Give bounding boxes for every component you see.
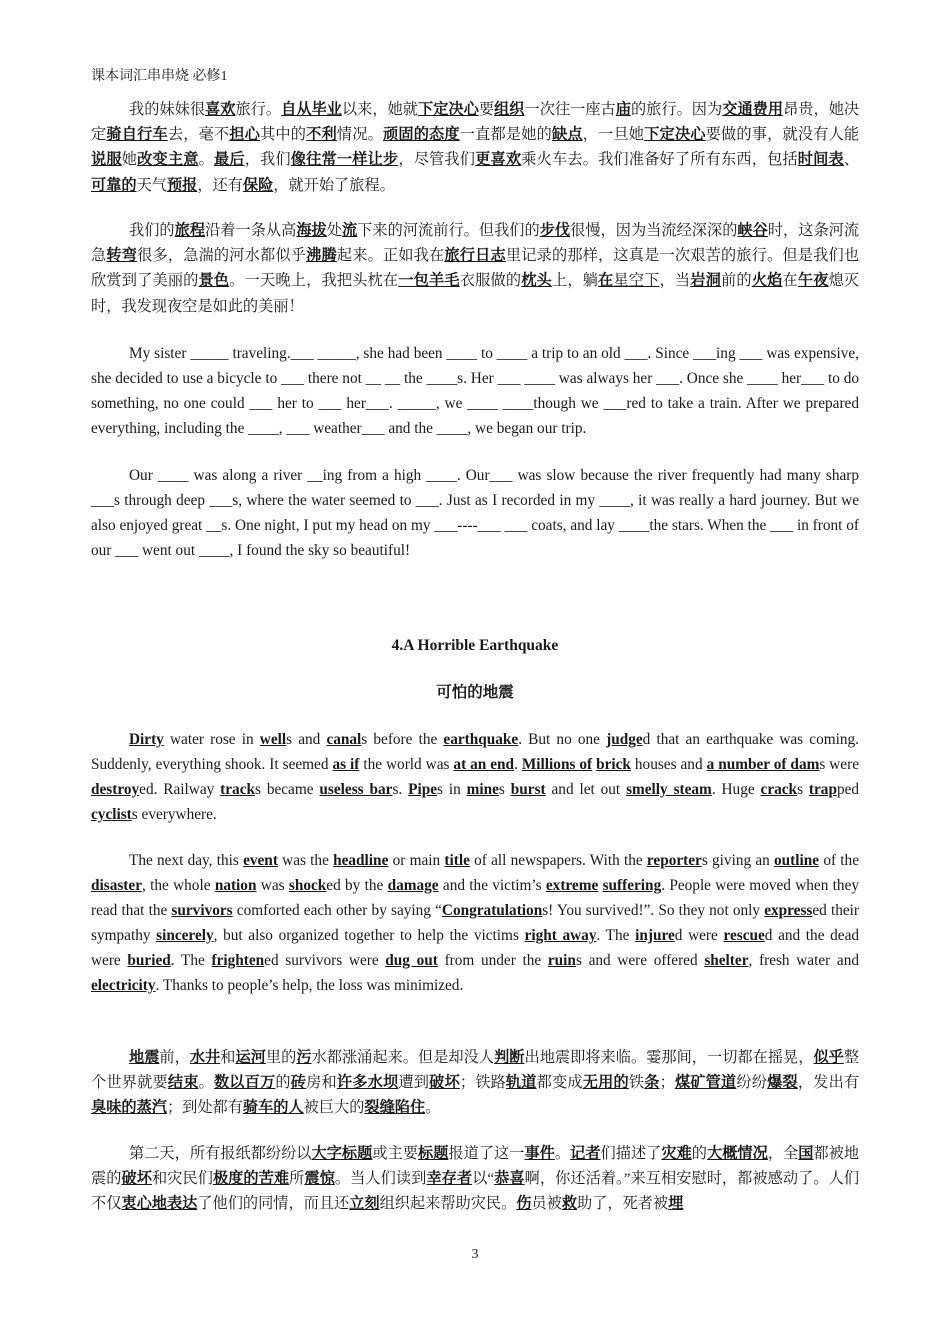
chinese-paragraph-2: 我们的旅程沿着一条从高海拔处流下来的河流前行。但我们的步伐很慢，因为当流经深深的峡谷时，这条河流急转弯很多，急湍的河水都似乎沸腾起来。正如我在旅行日志里记录的那样，这真是一次艰苦的旅行。但是我们也欣赏到了美丽的景色。一天晚上，我把头枕在一包羊毛衣服做的枕头上，躺在星空下，当岩洞前的火焰在午夜熄灭时，我发现夜空是如此的美丽！: [91, 222, 860, 315]
keyword: 伤: [516, 1195, 532, 1213]
keyword: headline: [333, 852, 389, 869]
keyword: 立刻: [349, 1195, 380, 1213]
keyword: 砖: [290, 1074, 307, 1092]
keyword: 衷心地表达: [121, 1195, 198, 1213]
keyword: 旅程: [174, 222, 206, 239]
keyword: canal: [326, 731, 362, 748]
keyword: 时间表: [797, 151, 844, 169]
keyword: a number of dam: [706, 756, 820, 773]
keyword: 交通费用: [722, 101, 784, 118]
keyword: 爆裂: [767, 1074, 798, 1092]
keyword: event: [243, 852, 278, 869]
keyword: 组织: [494, 101, 525, 118]
keyword: 事件: [524, 1145, 555, 1162]
keyword: right away: [524, 927, 597, 944]
keyword: as if: [332, 756, 360, 773]
keyword: Millions of: [521, 756, 593, 773]
keyword: dug out: [385, 952, 438, 969]
keyword: 海拔: [296, 222, 327, 239]
keyword: 大概情况: [707, 1145, 768, 1162]
keyword: 运河: [235, 1049, 266, 1066]
section-title-english: 4.A Horrible Earthquake: [391, 637, 559, 654]
keyword: 流: [341, 222, 358, 239]
keyword: Pipe: [408, 781, 438, 798]
keyword: 转弯: [106, 247, 138, 265]
keyword: 水井: [189, 1049, 221, 1066]
keyword: 最后: [213, 151, 245, 169]
keyword: suffering: [602, 877, 662, 894]
keyword: sincerely: [156, 927, 214, 944]
keyword: reporter: [646, 852, 702, 869]
underlined-phrase: 星空下: [613, 272, 660, 290]
keyword: 改变主意: [137, 151, 199, 169]
keyword: 无用的: [582, 1074, 629, 1092]
keyword: 似乎: [813, 1049, 844, 1066]
keyword: extreme: [545, 877, 599, 894]
keyword: survivors: [171, 902, 233, 919]
keyword: 保险: [242, 176, 274, 194]
keyword: 担心: [229, 126, 261, 144]
keyword: 埋: [668, 1195, 684, 1213]
chinese-paragraph-3: 地震前，水井和运河里的污水都涨涌起来。但是却没人判断出地震即将来临。霎那间，一切都在摇晃，似乎整个世界就要结束。数以百万的砖房和许多水坝遭到破坏；铁路轨道都变成无用的铁条；煤矿管道纷纷爆裂，发出有臭味的蒸汽；到处都有骑车的人被巨大的裂缝陷住。: [91, 1049, 860, 1117]
keyword: 缺点: [551, 126, 583, 144]
keyword: 喜欢: [205, 101, 236, 118]
keyword: 像往常一样让步: [290, 151, 399, 169]
keyword: 在: [598, 272, 614, 290]
keyword: 记者: [570, 1145, 601, 1162]
keyword: 沸腾: [306, 247, 337, 265]
keyword: earthquake: [443, 731, 519, 748]
page-number: 3: [471, 1247, 479, 1262]
keyword: 数以百万: [213, 1074, 276, 1092]
keyword: shock: [288, 877, 327, 894]
keyword: useless bar: [319, 781, 393, 798]
keyword: 峡谷: [737, 222, 768, 239]
keyword: well: [259, 731, 287, 748]
keyword: 顽固的态度: [382, 126, 460, 144]
keyword: 下定决心: [644, 126, 706, 144]
keyword: 景色: [198, 272, 230, 290]
keyword: brick: [596, 756, 631, 773]
keyword: 臭味的蒸汽: [91, 1099, 167, 1117]
keyword: 地震: [129, 1049, 160, 1066]
keyword: 说服: [91, 151, 122, 169]
keyword: cyclist: [91, 806, 132, 823]
keyword: 幸存者: [426, 1170, 473, 1188]
keyword: track: [220, 781, 255, 798]
keyword: 裂缝陷住: [364, 1099, 426, 1117]
keyword: outline: [774, 852, 820, 869]
keyword: 更喜欢: [475, 151, 522, 169]
keyword: burst: [510, 781, 546, 798]
keyword: damage: [387, 877, 439, 894]
keyword: 骑自行车: [106, 126, 168, 144]
keyword: frighten: [211, 952, 265, 969]
keyword: buried: [127, 952, 171, 969]
keyword: title: [444, 852, 470, 869]
keyword: mine: [466, 781, 499, 798]
keyword: 恭喜: [494, 1170, 525, 1188]
keyword: smelly steam: [626, 781, 712, 798]
keyword: 自从毕业: [281, 101, 342, 118]
keyword: disaster: [91, 877, 142, 894]
keyword: 极度的苦难: [212, 1170, 290, 1188]
keyword: 许多水坝: [336, 1074, 399, 1092]
chinese-paragraph-1: 我的妹妹很喜欢旅行。自从毕业以来，她就下定决心要组织一次往一座古庙的旅行。因为交通费用昂贵，她决定骑自行车去，毫不担心其中的不利情况。顽固的态度一直都是她的缺点，一旦她下定决心要做的事，就没有人能说服她改变主意。最后，我们像往常一样让步，尽管我们更喜欢乘火车去。我们准备好了所有东西，包括时间表、可靠的天气预报，还有保险，就开始了旅程。: [91, 101, 860, 194]
keyword: 结束: [167, 1074, 199, 1092]
chinese-paragraph-4: 第二天，所有报纸都纷纷以大字标题或主要标题报道了这一事件。记者们描述了灾难的大概情况，全国都被地震的破坏和灾民们极度的苦难所震惊。当人们读到幸存者以“恭喜啊，你还活着。”来互相安慰时，都被感动了。人们不仅衷心地表达了他们的同情，而且还立刻组织起来帮助灾民。伤员被救助了，死者被埋: [91, 1145, 860, 1213]
keyword: 震惊: [304, 1170, 335, 1188]
keyword: 救: [561, 1195, 577, 1213]
keyword: 大字标题: [311, 1145, 373, 1162]
keyword: 污: [296, 1049, 312, 1066]
keyword: 庙: [615, 101, 631, 118]
keyword: 轨道: [505, 1074, 537, 1092]
keyword: 破坏: [121, 1170, 152, 1188]
keyword: 不利: [306, 126, 337, 144]
keyword: 旅行日志: [444, 247, 506, 265]
keyword: destroy: [91, 781, 140, 798]
keyword: 枕头: [521, 272, 552, 290]
keyword: electricity: [91, 977, 156, 994]
keyword: nation: [214, 877, 257, 894]
keyword: 条: [644, 1074, 660, 1092]
keyword: 判断: [494, 1049, 525, 1066]
english-vocab-paragraph-2: The next day, this event was the headline or main title of all newspapers. With the reporters giving an outline of the disaster, the whole nation was shocked by the damage and the victim’s extreme suffering. People were moved when they read that the survivors comforted each other by saying “Congratulations! You survived!”. So they not only expressed their sympathy sincerely, but also organized together to help the victims right away. The injured were rescued and the dead were buried. The frightened survivors were dug out from under the ruins and were offered shelter, fresh water and electricity. Thanks to people’s help, the loss was minimized.: [91, 852, 860, 994]
keyword: 火焰: [751, 272, 783, 290]
keyword: 下定决心: [418, 101, 479, 118]
running-header: 课本词汇串串烧 必修1: [91, 69, 228, 84]
keyword: 破坏: [429, 1074, 460, 1092]
english-cloze-paragraph-1: My sister _____ traveling.___ _____, she had been ____ to ____ a trip to an old ___. Since ___ing ___ was expensive, she decided to use a bicycle to ___ there not __ __ the ____s. Her ___ ____ was always her ___. Once she ____ her___ to do something, no one could ___ her to ___ her___. _____, we ____ ____though we ___red to take a train. After we prepared everything, including the ____, ___ weather___ and the ____, we began our trip.: [91, 345, 859, 437]
english-cloze-paragraph-2: Our ____ was along a river __ing from a high ____. Our___ was slow because the river frequently had many sharp ___s through deep ___s, where the water seemed to ___. Just as I recorded in my ____, it was really a hard journey. But we also enjoyed great __s. One night, I put my head on my ___----___ ___ coats, and lay ____the stars. When the ___ in front of our ___ went out ____, I found the sky so beautiful!: [91, 467, 859, 559]
keyword: 可靠的: [91, 176, 137, 194]
keyword: 标题: [418, 1145, 449, 1162]
keyword: 煤矿管道: [674, 1074, 737, 1092]
keyword: at an end: [453, 756, 515, 773]
keyword: 预报: [166, 176, 198, 194]
keyword: 灾难: [661, 1145, 692, 1162]
keyword: trap: [808, 781, 837, 798]
keyword: shelter: [704, 952, 749, 969]
english-vocab-paragraph-1: Dirty water rose in wells and canals before the earthquake. But no one judged that an earthquake was coming. Suddenly, everything shook. It seemed as if the world was at an end. Millions of brick houses and a number of dams were destroyed. Railway tracks became useless bars. Pipes in mines burst and let out smelly steam. Huge cracks trapped cyclists everywhere.: [91, 731, 860, 823]
keyword: 国: [798, 1145, 814, 1162]
keyword: crack: [760, 781, 798, 798]
keyword: ruin: [547, 952, 576, 969]
keyword: Dirty: [129, 731, 164, 748]
keyword: 岩洞: [690, 272, 721, 290]
keyword: judge: [606, 731, 643, 748]
keyword: 步伐: [539, 222, 571, 239]
keyword: 一包羊毛: [398, 272, 460, 290]
keyword: 骑车的人: [242, 1099, 304, 1117]
keyword: 午夜: [797, 272, 829, 290]
keyword: express: [764, 902, 813, 919]
keyword: Congratulation: [441, 902, 543, 919]
keyword: injure: [635, 927, 675, 944]
section-title-chinese: 可怕的地震: [436, 684, 514, 701]
keyword: rescue: [723, 927, 765, 944]
